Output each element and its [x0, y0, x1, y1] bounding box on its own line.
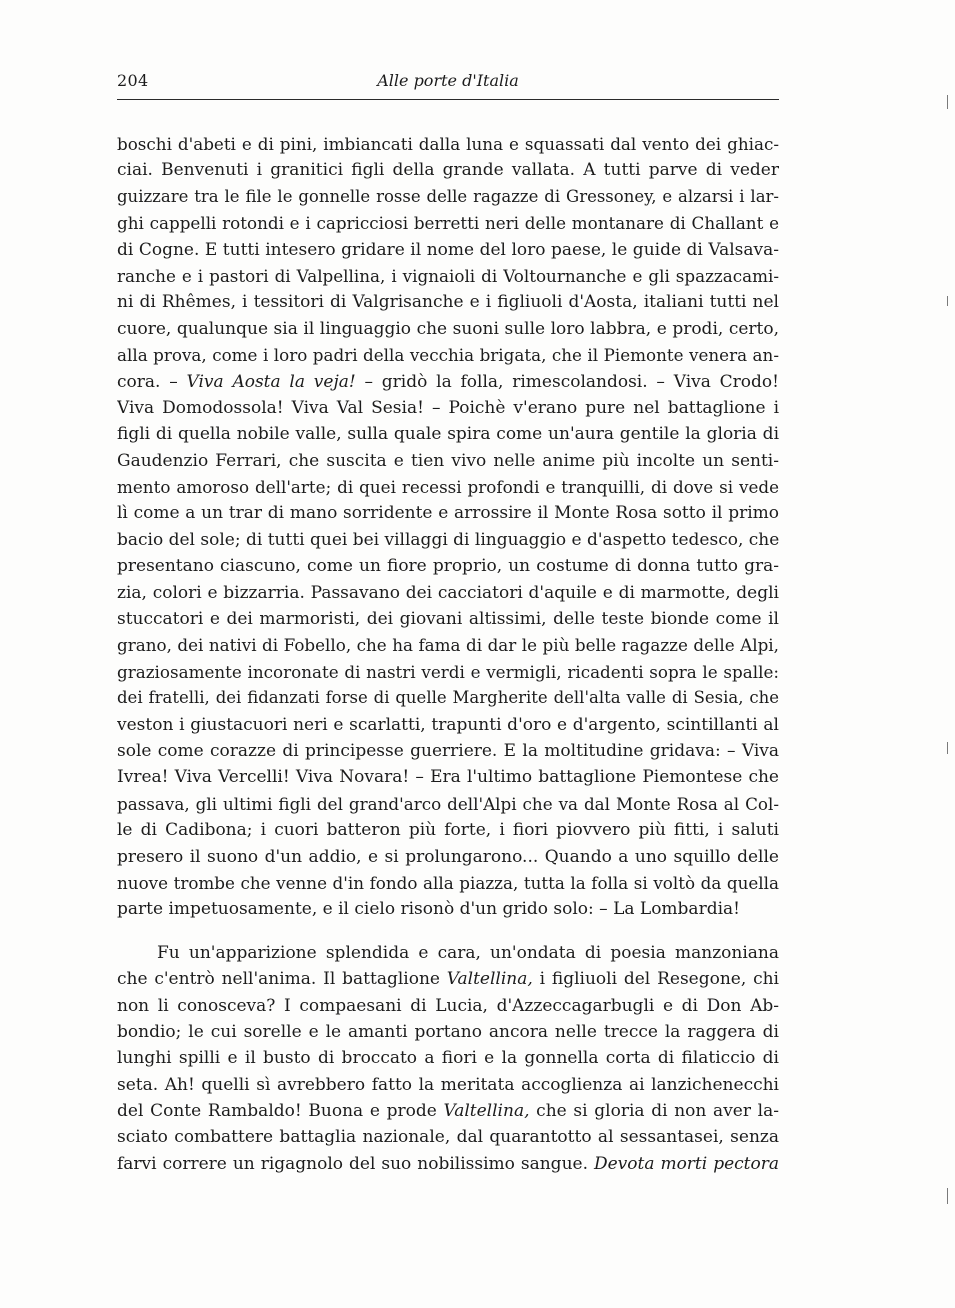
text-line: presentano ciascuno, come un fiore proprio, un costume di donna tutto gra- — [117, 556, 779, 577]
text-line: zia, colori e bizzarria. Passavano dei cacciatori d'aquile e di marmotte, degli — [117, 582, 779, 603]
text-line: cuore, qualunque sia il linguaggio che suoni sulle loro labbra, e prodi, certo, — [117, 318, 779, 339]
text-line: figli di quella nobile valle, sulla quale spira come un'aura gentile la gloria di — [117, 424, 779, 445]
text-line — [117, 1177, 779, 1203]
text-line: Fu un'apparizione splendida e cara, un'ondata di poesia manzoniana — [157, 942, 779, 963]
text-line: dei fratelli, dei fidanzati forse di quelle Margherite dell'alta valle di Sesia, che — [117, 688, 779, 708]
text-line: ni di Rhêmes, i tessitori di Valgrisanche e i figliuoli d'Aosta, italiani tutti nel — [117, 292, 779, 313]
text-line: alla prova, come i loro padri della vecchia brigata, che il Piemonte venera an- — [117, 345, 779, 366]
text-line: graziosamente incoronate di nastri verdi e vermigli, ricadenti sopra le spalle: — [117, 661, 779, 682]
text-line: lì come a un trar di mano sorridente e arrossire il Monte Rosa sotto il primo — [117, 503, 779, 524]
scan-edge-mark — [947, 742, 948, 754]
text-line: guizzare tra le file le gonnelle rosse delle ragazze di Gressoney, e alzarsi i lar- — [117, 186, 779, 206]
scan-edge-mark — [947, 1188, 948, 1204]
text-line: mento amoroso dell'arte; di quei recessi profondi e tranquilli, di dove si vede — [117, 477, 779, 498]
italic-phrase: Valtellina, — [446, 969, 533, 990]
text-line: ciai. Benvenuti i granitici figli della grande vallata. A tutti parve di veder — [117, 160, 779, 181]
header-rule — [117, 99, 779, 100]
text-line: parte impetuosamente, e il cielo risonò d'un grido solo: – La Lombardia! — [117, 899, 740, 920]
running-head-title: Alle porte d'Italia — [377, 71, 519, 90]
text-line: veston i giustacuori neri e scarlatti, trapunti d'oro e d'argento, scintillanti al — [117, 714, 779, 735]
text-line: di Cogne. E tutti intesero gridare il nome del loro paese, le guide di Valsava- — [117, 239, 779, 260]
scan-edge-mark — [947, 95, 948, 109]
text-line: sciato combattere battaglia nazionale, dal quarantotto al sessantasei, senza — [117, 1127, 779, 1148]
italic-phrase: Devota morti pectora — [593, 1153, 779, 1174]
text-line: Ivrea! Viva Vercelli! Viva Novara! – Era l'ultimo battaglione Piemontese che — [117, 767, 779, 788]
text-line: Gaudenzio Ferrari, che suscita e tien vivo nelle anime più incolte un senti- — [117, 450, 779, 471]
page-number: 204 — [117, 71, 149, 90]
text-line: ranche e i pastori di Valpellina, i vignaioli di Voltournanche e gli spazzacami- — [117, 265, 779, 286]
text-line: cora. – Viva Aosta la veja! – gridò la folla, rimescolandosi. – Viva Crodo! — [117, 371, 779, 392]
text-line: stuccatori e dei marmoristi, dei giovani altissimi, delle teste bionde come il — [117, 609, 779, 630]
italic-phrase: Valtellina, — [443, 1101, 530, 1122]
text-line: che c'entrò nell'anima. Il battaglione Valtellina, i figliuoli del Resegone, chi — [117, 969, 779, 990]
italic-phrase: Viva Aosta la veja! — [186, 371, 356, 392]
text-line: ghi cappelli rotondi e i capricciosi berretti neri delle montanare di Challant e — [117, 213, 779, 234]
text-line: presero il suono d'un addio, e si prolungarono... Quando a uno squillo delle — [117, 846, 779, 867]
text-line: del Conte Rambaldo! Buona e prode Valtellina, che si gloria di non aver la- — [117, 1101, 779, 1122]
text-line: le di Cadibona; i cuori batteron più forte, i fiori piovvero più fitti, i saluti — [117, 820, 779, 841]
text-line: lunghi spilli e il busto di broccato a fiori e la gonnella corta di filaticcio di — [117, 1048, 779, 1069]
text-line: non li conosceva? I compaesani di Lucia, d'Azzeccagarbugli e di Don Ab- — [117, 995, 779, 1016]
text-line: passava, gli ultimi figli del grand'arco dell'Alpi che va dal Monte Rosa al Col- — [117, 793, 779, 814]
text-line: boschi d'abeti e di pini, imbiancati dalla luna e squassati dal vento dei ghiac- — [117, 134, 779, 154]
text-line: bondio; le cui sorelle e le amanti portano ancora nelle trecce la raggera di — [117, 1021, 779, 1042]
text-line: seta. Ah! quelli sì avrebbero fatto la meritata accoglienza ai lanzichenecchi — [117, 1074, 779, 1095]
text-line: grano, dei nativi di Fobello, che ha fama di dar le più belle ragazze delle Alpi, — [117, 635, 779, 656]
body-text — [117, 131, 779, 1204]
text-line: Viva Domodossola! Viva Val Sesia! – Poichè v'erano pure nel battaglione i — [117, 397, 779, 418]
scan-edge-mark — [947, 296, 948, 306]
text-line: bacio del sole; di tutti quei bei villaggi di linguaggio e d'aspetto tedesco, che — [117, 529, 779, 550]
text-line: sole come corazze di principesse guerriere. E la moltitudine gridava: – Viva — [117, 740, 779, 761]
text-line: nuove trombe che venne d'in fondo alla piazza, tutta la folla si voltò da quella — [117, 872, 779, 893]
text-line: farvi correre un rigagnolo del suo nobilissimo sangue. Devota morti pectora — [117, 1153, 779, 1174]
